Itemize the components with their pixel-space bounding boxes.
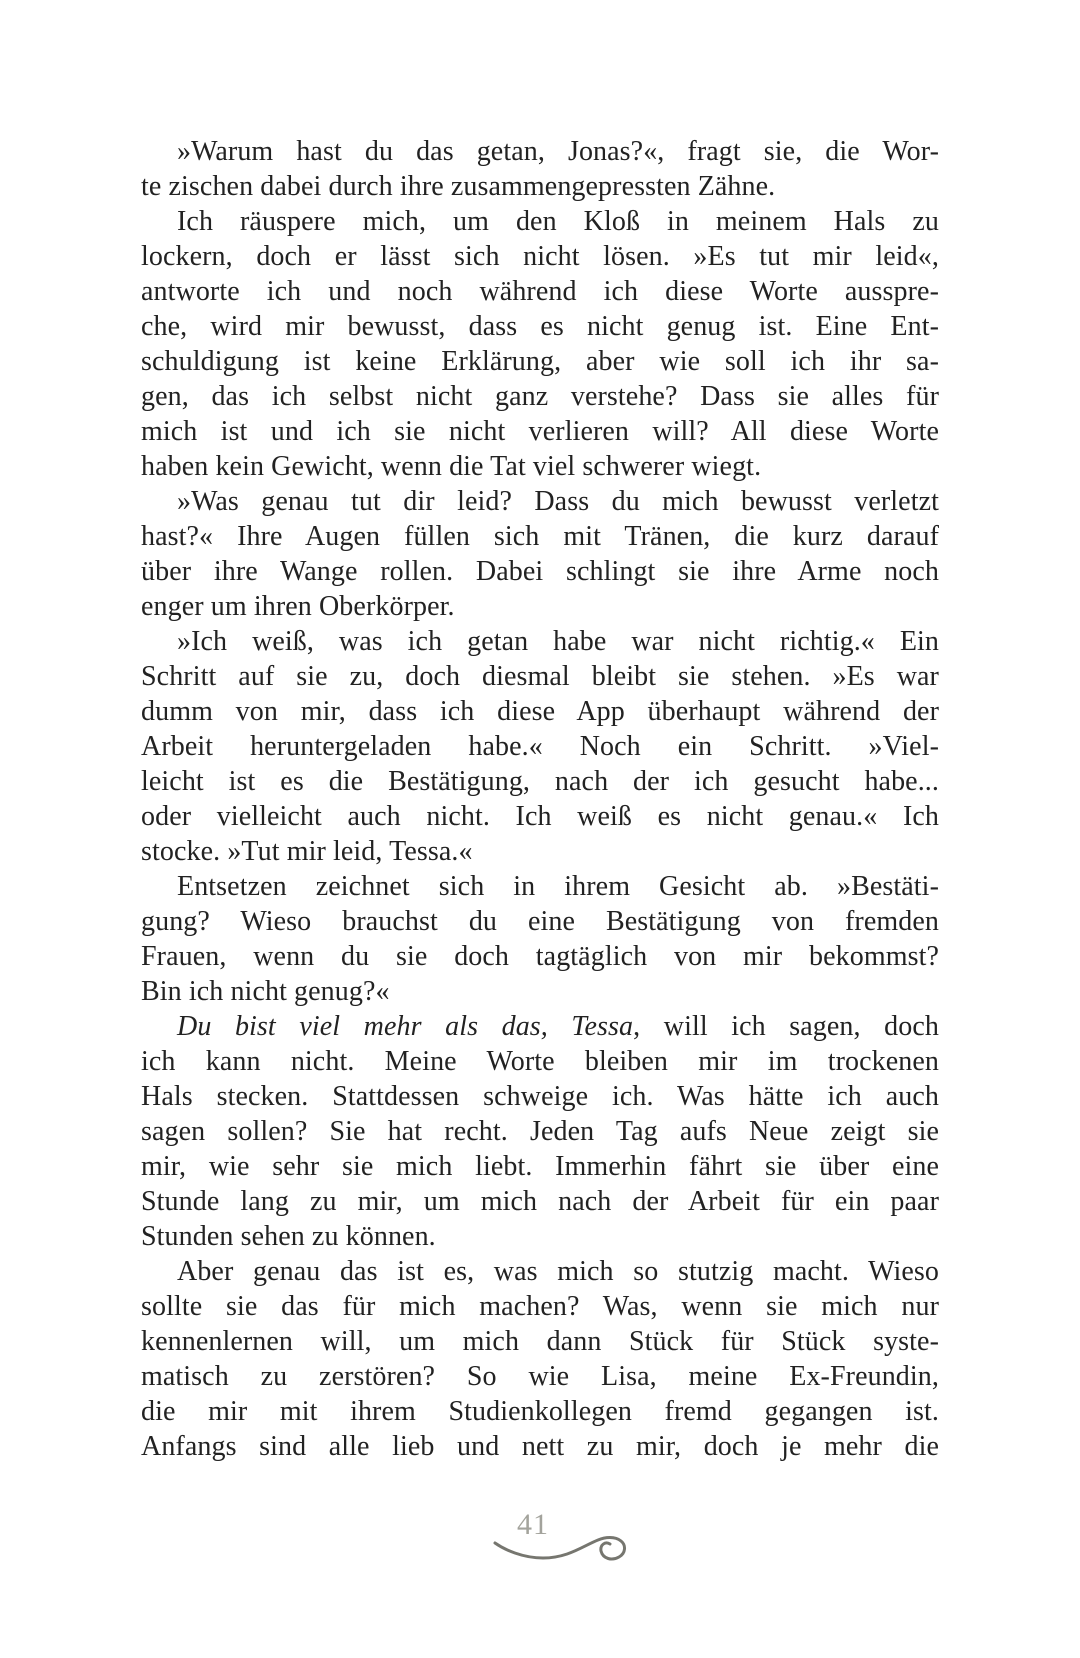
text-line: »Warum hast du das getan, Jonas?«, fragt sie, die Wor- <box>177 136 939 167</box>
text-line: Aber genau das ist es, was mich so stutzig macht. Wieso <box>177 1256 939 1287</box>
text-line: oder vielleicht auch nicht. Ich weiß es nicht genau.« Ich <box>141 801 939 832</box>
text-line: dumm von mir, dass ich diese App überhaupt während der <box>141 696 939 727</box>
page-footer <box>493 1510 635 1568</box>
page-number: 41 <box>517 1508 549 1541</box>
text-line: mir, wie sehr sie mich liebt. Immerhin fährt sie über eine <box>141 1151 939 1182</box>
flourish-icon <box>493 1530 633 1568</box>
text-line: schuldigung ist keine Erklärung, aber wie soll ich ihr sa- <box>141 346 939 377</box>
text-line: lockern, doch er lässt sich nicht lösen. »Es tut mir leid«, <box>141 241 939 272</box>
text-line: Stunde lang zu mir, um mich nach der Arbeit für ein paar <box>141 1186 939 1217</box>
text-line: Arbeit heruntergeladen habe.« Noch ein Schritt. »Viel- <box>141 731 939 762</box>
italic-text: Du bist viel mehr als das, Tessa <box>177 1011 634 1042</box>
text-line: matisch zu zerstören? So wie Lisa, meine Ex-Freundin, <box>141 1361 939 1392</box>
text-line: sollte sie das für mich machen? Was, wenn sie mich nur <box>141 1291 939 1322</box>
text-line: enger um ihren Oberkörper. <box>141 591 455 622</box>
text-line: ich kann nicht. Meine Worte bleiben mir im trockenen <box>141 1046 939 1077</box>
text-line: antworte ich und noch während ich diese Worte ausspre- <box>141 276 939 307</box>
text-line: Anfangs sind alle lieb und nett zu mir, doch je mehr die <box>141 1431 939 1462</box>
text-line: Stunden sehen zu können. <box>141 1221 436 1252</box>
text-line: »Was genau tut dir leid? Dass du mich bewusst verletzt <box>177 486 939 517</box>
text-line: die mir mit ihrem Studienkollegen fremd gegangen ist. <box>141 1396 939 1427</box>
text-line: gung? Wieso brauchst du eine Bestätigung von fremden <box>141 906 939 937</box>
text-line: Hals stecken. Stattdessen schweige ich. Was hätte ich auch <box>141 1081 939 1112</box>
text-line: Frauen, wenn du sie doch tagtäglich von mir bekommst? <box>141 941 939 972</box>
text-line: che, wird mir bewusst, dass es nicht genug ist. Eine Ent- <box>141 311 939 342</box>
text-line: Bin ich nicht genug?« <box>141 976 390 1007</box>
text-line: mich ist und ich sie nicht verlieren will? All diese Worte <box>141 416 939 447</box>
text-line: te zischen dabei durch ihre zusammengepressten Zähne. <box>141 171 776 202</box>
text-line: über ihre Wange rollen. Dabei schlingt sie ihre Arme noch <box>141 556 939 587</box>
text-line: gen, das ich selbst nicht ganz verstehe? Dass sie alles für <box>141 381 939 412</box>
text-line: leicht ist es die Bestätigung, nach der ich gesucht habe... <box>141 766 939 797</box>
text-line <box>141 1009 939 1044</box>
text-line: Entsetzen zeichnet sich in ihrem Gesicht ab. »Bestäti- <box>177 871 939 902</box>
text-line: stocke. »Tut mir leid, Tessa.« <box>141 836 473 867</box>
text-line: hast?« Ihre Augen füllen sich mit Tränen, die kurz darauf <box>141 521 939 552</box>
text-line: Schritt auf sie zu, doch diesmal bleibt sie stehen. »Es war <box>141 661 939 692</box>
plain-text: , will ich sagen, doch <box>633 1011 939 1042</box>
text-line: sagen sollen? Sie hat recht. Jeden Tag aufs Neue zeigt sie <box>141 1116 939 1147</box>
text-block <box>141 134 939 1464</box>
text-line: haben kein Gewicht, wenn die Tat viel schwerer wiegt. <box>141 451 762 482</box>
text-line: kennenlernen will, um mich dann Stück für Stück syste- <box>141 1326 939 1357</box>
text-line: »Ich weiß, was ich getan habe war nicht richtig.« Ein <box>177 626 939 657</box>
text-line: Ich räuspere mich, um den Kloß in meinem Hals zu <box>177 206 939 237</box>
